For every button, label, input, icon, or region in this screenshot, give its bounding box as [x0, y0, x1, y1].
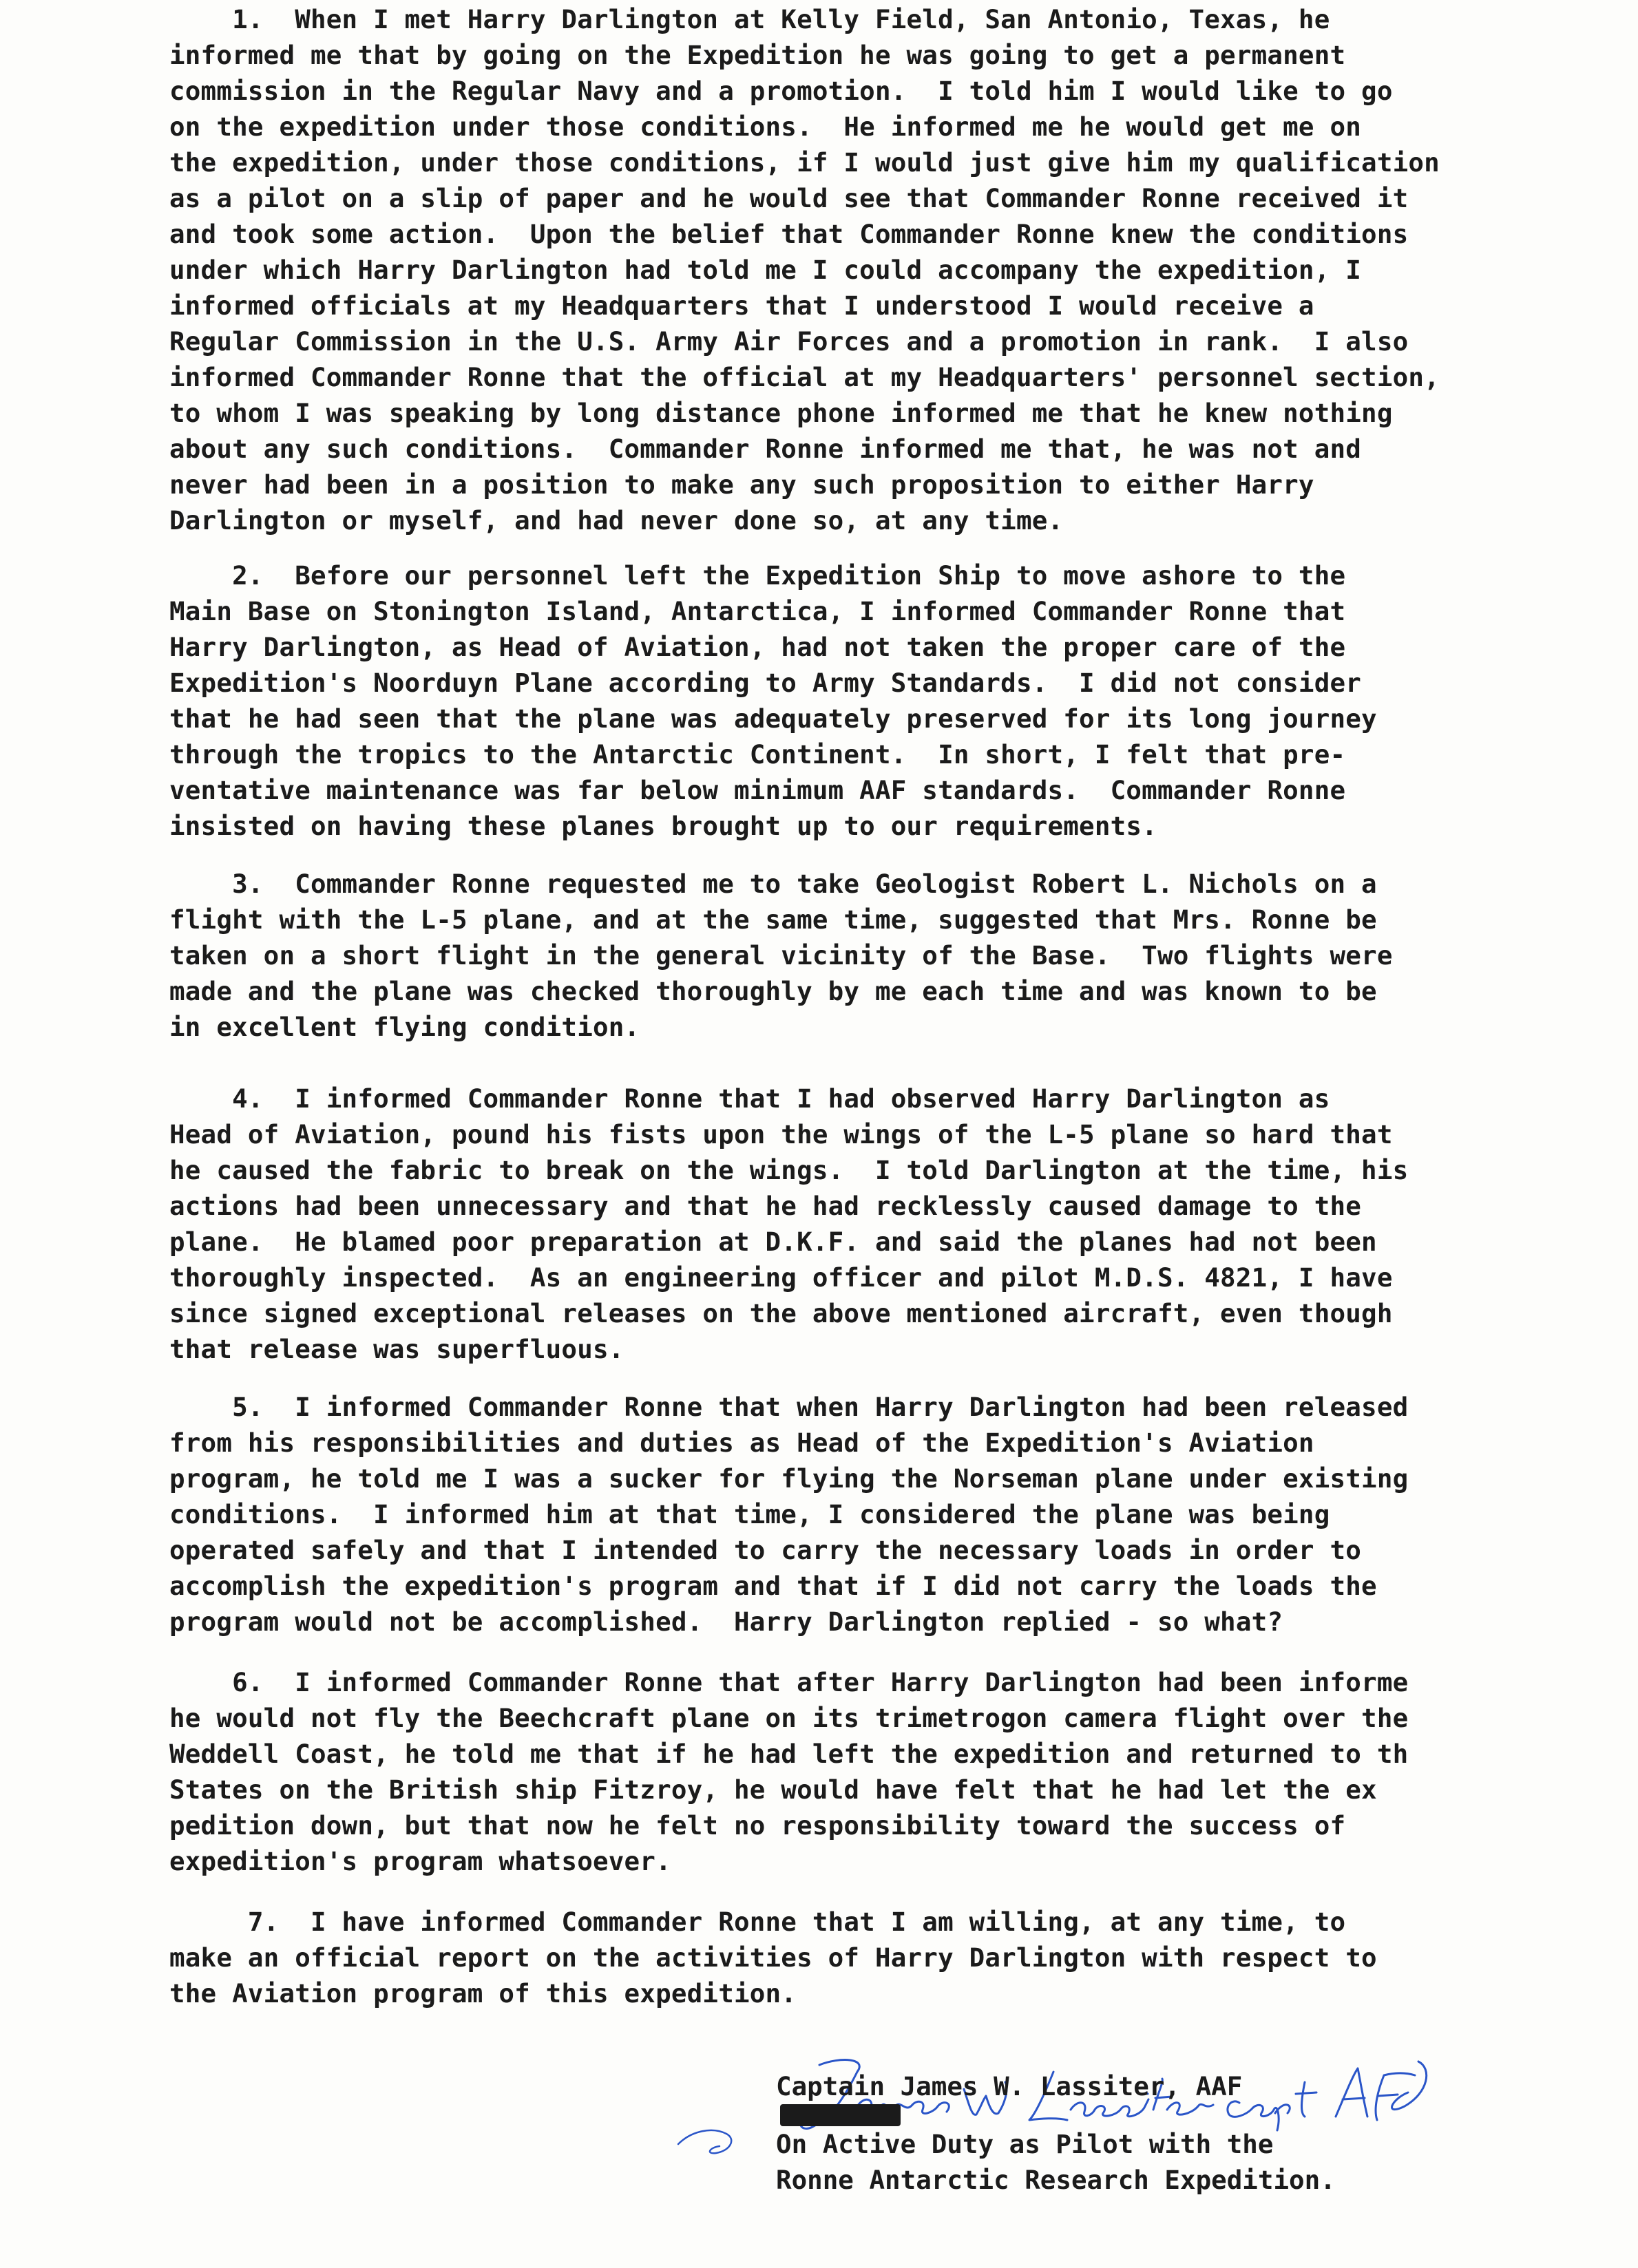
- text-line: since signed exceptional releases on the above mentioned aircraft, even though: [169, 1298, 1393, 1328]
- text-line: informed Commander Ronne that the official at my Headquarters' personnel section,: [169, 362, 1440, 392]
- text-line: 4. I informed Commander Ronne that I had observed Harry Darlington as: [169, 1083, 1330, 1114]
- text-line: program would not be accomplished. Harry Darlington replied - so what?: [169, 1607, 1283, 1637]
- text-line: as a pilot on a slip of paper and he would see that Commander Ronne received it: [169, 183, 1409, 213]
- text-line: he would not fly the Beechcraft plane on its trimetrogon camera flight over the: [169, 1703, 1409, 1733]
- text-line: from his responsibilities and duties as Head of the Expedition's Aviation: [169, 1428, 1314, 1458]
- text-line: he caused the fabric to break on the wings. I told Darlington at the time, his: [169, 1155, 1409, 1185]
- signer-name-line: Captain James W. Lassiter, AAF: [776, 2068, 1336, 2126]
- text-line: and took some action. Upon the belief that Commander Ronne knew the conditions: [169, 219, 1409, 249]
- signer-duty-line: On Active Duty as Pilot with the: [776, 2129, 1274, 2159]
- text-line: Darlington or myself, and had never done so, at any time.: [169, 505, 1064, 536]
- text-line: pedition down, but that now he felt no responsibility toward the success of: [169, 1810, 1346, 1841]
- text-line: ventative maintenance was far below minimum AAF standards. Commander Ronne: [169, 775, 1346, 805]
- text-line: in excellent flying condition.: [169, 1012, 640, 1042]
- paragraph-7: [169, 1904, 1377, 2011]
- text-line: about any such conditions. Commander Ronne informed me that, he was not and: [169, 434, 1362, 464]
- text-line: taken on a short flight in the general vicinity of the Base. Two flights were: [169, 940, 1393, 971]
- pen-stroke-mark: [675, 2120, 750, 2161]
- text-line: Regular Commission in the U.S. Army Air Forces and a promotion in rank. I also: [169, 326, 1409, 357]
- text-line: 7. I have informed Commander Ronne that I am willing, at any time, to: [169, 1907, 1346, 1937]
- text-line: 6. I informed Commander Ronne that after Harry Darlington had been informe: [169, 1667, 1409, 1697]
- paragraph-2: [169, 558, 1377, 844]
- text-line: Harry Darlington, as Head of Aviation, had not taken the proper care of the: [169, 632, 1346, 662]
- text-line: to whom I was speaking by long distance phone informed me that he knew nothing: [169, 398, 1393, 428]
- text-line: 5. I informed Commander Ronne that when Harry Darlington had been released: [169, 1392, 1409, 1422]
- text-line: Head of Aviation, pound his fists upon the wings of the L-5 plane so hard that: [169, 1119, 1393, 1149]
- text-line: 2. Before our personnel left the Expedition Ship to move ashore to the: [169, 560, 1346, 591]
- text-line: the expedition, under those conditions, if I would just give him my qualification: [169, 147, 1440, 178]
- text-line: the Aviation program of this expedition.: [169, 1978, 797, 2009]
- text-line: flight with the L-5 plane, and at the same time, suggested that Mrs. Ronne be: [169, 904, 1377, 935]
- text-line: 3. Commander Ronne requested me to take Geologist Robert L. Nichols on a: [169, 869, 1377, 899]
- signature-block: [776, 2068, 1336, 2198]
- text-line: Expedition's Noorduyn Plane according to Army Standards. I did not consider: [169, 668, 1362, 698]
- text-line: make an official report on the activities of Harry Darlington with respect to: [169, 1942, 1377, 1973]
- text-line: expedition's program whatsoever.: [169, 1846, 671, 1876]
- text-line: never had been in a position to make any such proposition to either Harry: [169, 469, 1314, 500]
- text-line: conditions. I informed him at that time, I considered the plane was being: [169, 1499, 1330, 1529]
- text-line: that he had seen that the plane was adequately preserved for its long journey: [169, 703, 1377, 734]
- text-line: thoroughly inspected. As an engineering officer and pilot M.D.S. 4821, I have: [169, 1262, 1393, 1293]
- redacted-text-mark: [780, 2104, 901, 2126]
- text-line: insisted on having these planes brought up to our requirements.: [169, 811, 1157, 841]
- text-line: under which Harry Darlington had told me I could accompany the expedition, I: [169, 255, 1362, 285]
- text-line: informed officials at my Headquarters that I understood I would receive a: [169, 290, 1314, 321]
- text-line: made and the plane was checked thoroughly by me each time and was known to be: [169, 976, 1377, 1006]
- text-line: operated safely and that I intended to carry the necessary loads in order to: [169, 1535, 1362, 1565]
- text-line: 1. When I met Harry Darlington at Kelly Field, San Antonio, Texas, he: [169, 4, 1330, 34]
- paragraph-1: [169, 1, 1440, 538]
- text-line: Main Base on Stonington Island, Antarctica, I informed Commander Ronne that: [169, 596, 1346, 626]
- text-line: States on the British ship Fitzroy, he would have felt that he had let the ex: [169, 1774, 1377, 1805]
- text-line: commission in the Regular Navy and a promotion. I told him I would like to go: [169, 76, 1393, 106]
- text-line: plane. He blamed poor preparation at D.K.F. and said the planes had not been: [169, 1227, 1377, 1257]
- paragraph-3: [169, 866, 1393, 1045]
- paragraph-6: [169, 1664, 1408, 1879]
- text-line: program, he told me I was a sucker for flying the Norseman plane under existing: [169, 1463, 1409, 1494]
- text-line: informed me that by going on the Expedition he was going to get a permanent: [169, 40, 1346, 70]
- text-line: accomplish the expedition's program and that if I did not carry the loads the: [169, 1571, 1377, 1601]
- signer-expedition-line: Ronne Antarctic Research Expedition.: [776, 2165, 1336, 2195]
- text-line: actions had been unnecessary and that he had recklessly caused damage to the: [169, 1191, 1362, 1221]
- text-line: Weddell Coast, he told me that if he had left the expedition and returned to th: [169, 1739, 1409, 1769]
- paragraph-5: [169, 1389, 1408, 1640]
- text-line: through the tropics to the Antarctic Continent. In short, I felt that pre-: [169, 739, 1346, 770]
- text-line: that release was superfluous.: [169, 1334, 624, 1364]
- text-line: on the expedition under those conditions. He informed me he would get me on: [169, 112, 1362, 142]
- paragraph-4: [169, 1081, 1408, 1367]
